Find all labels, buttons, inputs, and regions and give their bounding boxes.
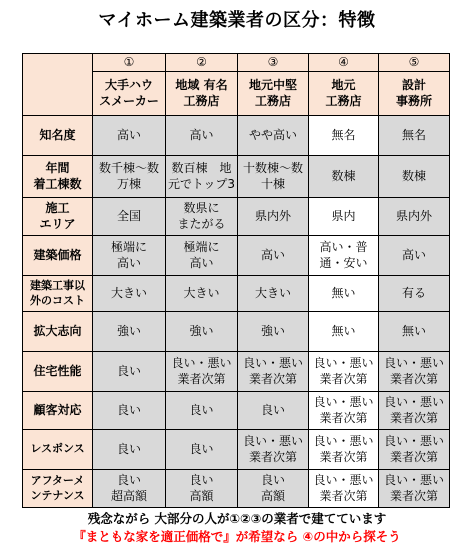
comparison-table <box>22 53 450 508</box>
table-cell: 良い・悪い 業者次第 <box>379 430 450 470</box>
table-cell: 有る <box>379 276 450 312</box>
table-cell: やや高い <box>238 116 309 156</box>
table-cell: 数千棟～数 万棟 <box>93 156 166 198</box>
table-cell: 良い・悪い 業者次第 <box>238 352 309 392</box>
table-cell: 良い <box>93 430 166 470</box>
table-cell: 数棟 <box>379 156 450 198</box>
table-cell: 良い・悪い 業者次第 <box>379 392 450 430</box>
table-cell: 高い <box>93 116 166 156</box>
column-number: ② <box>166 54 238 72</box>
column-header: 地域 有名 工務店 <box>166 72 238 116</box>
row-header: 年間 着工棟数 <box>23 156 93 198</box>
table-cell: 良い <box>93 352 166 392</box>
table-row <box>23 276 450 312</box>
table-row <box>23 470 450 508</box>
row-header: 施工 エリア <box>23 198 93 236</box>
table-body <box>23 116 450 508</box>
table-cell: 高い <box>166 116 238 156</box>
table-cell: 良い <box>93 392 166 430</box>
row-header: 建築工事以 外のコスト <box>23 276 93 312</box>
table-cell: 良い・悪い 業者次第 <box>309 470 379 508</box>
table-cell: 良い・悪い 業者次第 <box>379 470 450 508</box>
table-cell: 強い <box>166 312 238 352</box>
table-cell: 良い <box>166 430 238 470</box>
footer-recommendation: 『まともな家を適正価格で』が希望なら ④の中から探そう <box>73 529 401 544</box>
column-number: ⑤ <box>379 54 450 72</box>
table-cell: 良い・悪い 業者次第 <box>309 392 379 430</box>
column-header: 地元中堅 工務店 <box>238 72 309 116</box>
table-cell: 県内 <box>309 198 379 236</box>
column-header: 地元 工務店 <box>309 72 379 116</box>
table-cell: 高い <box>379 236 450 276</box>
column-number: ① <box>93 54 166 72</box>
row-header: 知名度 <box>23 116 93 156</box>
header-number-row <box>23 54 450 72</box>
table-cell: 強い <box>93 312 166 352</box>
table-cell: 数県に またがる <box>166 198 238 236</box>
table-row <box>23 312 450 352</box>
table-cell: 無い <box>379 312 450 352</box>
table-cell: 良い・悪い 業者次第 <box>309 352 379 392</box>
table-cell: 良い・悪い 業者次第 <box>166 352 238 392</box>
table-cell: 良い・悪い 業者次第 <box>309 430 379 470</box>
table-cell: 極端に 高い <box>166 236 238 276</box>
corner-cell <box>23 54 93 116</box>
table-cell: 数百棟 地 元でトップ3 <box>166 156 238 198</box>
table-cell: 無い <box>309 276 379 312</box>
table-cell: 大きい <box>93 276 166 312</box>
table-cell: 高い <box>238 236 309 276</box>
table-cell: 無名 <box>309 116 379 156</box>
table-cell: 大きい <box>166 276 238 312</box>
page-title: マイホーム建築業者の区分：特徴 <box>98 10 376 31</box>
table-row <box>23 236 450 276</box>
table-cell: 無い <box>309 312 379 352</box>
table-cell: 良い <box>166 392 238 430</box>
row-header: 顧客対応 <box>23 392 93 430</box>
table-cell: 県内外 <box>238 198 309 236</box>
table-cell: 強い <box>238 312 309 352</box>
column-header: 設計 事務所 <box>379 72 450 116</box>
column-number: ③ <box>238 54 309 72</box>
table-row <box>23 156 450 198</box>
table-cell: 良い・悪い 業者次第 <box>379 352 450 392</box>
table-cell: 極端に 高い <box>93 236 166 276</box>
row-header: レスポンス <box>23 430 93 470</box>
table-row <box>23 430 450 470</box>
table-cell: 高い・普 通・安い <box>309 236 379 276</box>
table-row <box>23 198 450 236</box>
table-cell: 良い 高額 <box>238 470 309 508</box>
table-cell: 数棟 <box>309 156 379 198</box>
table-cell: 全国 <box>93 198 166 236</box>
table-cell: 良い 高額 <box>166 470 238 508</box>
table-cell: 十数棟～数 十棟 <box>238 156 309 198</box>
table-cell: 無名 <box>379 116 450 156</box>
table-cell: 良い <box>238 392 309 430</box>
footer-note: 残念ながら 大部分の人が①②③の業者で建てています <box>87 511 387 526</box>
table-row <box>23 116 450 156</box>
table-cell: 良い・悪い 業者次第 <box>238 430 309 470</box>
table-row <box>23 392 450 430</box>
row-header: アフターメ ンテナンス <box>23 470 93 508</box>
column-number: ④ <box>309 54 379 72</box>
column-header: 大手ハウ スメーカー <box>93 72 166 116</box>
row-header: 建築価格 <box>23 236 93 276</box>
row-header: 住宅性能 <box>23 352 93 392</box>
table-cell: 大きい <box>238 276 309 312</box>
table-cell: 良い 超高額 <box>93 470 166 508</box>
table-row <box>23 352 450 392</box>
table-cell: 県内外 <box>379 198 450 236</box>
row-header: 拡大志向 <box>23 312 93 352</box>
